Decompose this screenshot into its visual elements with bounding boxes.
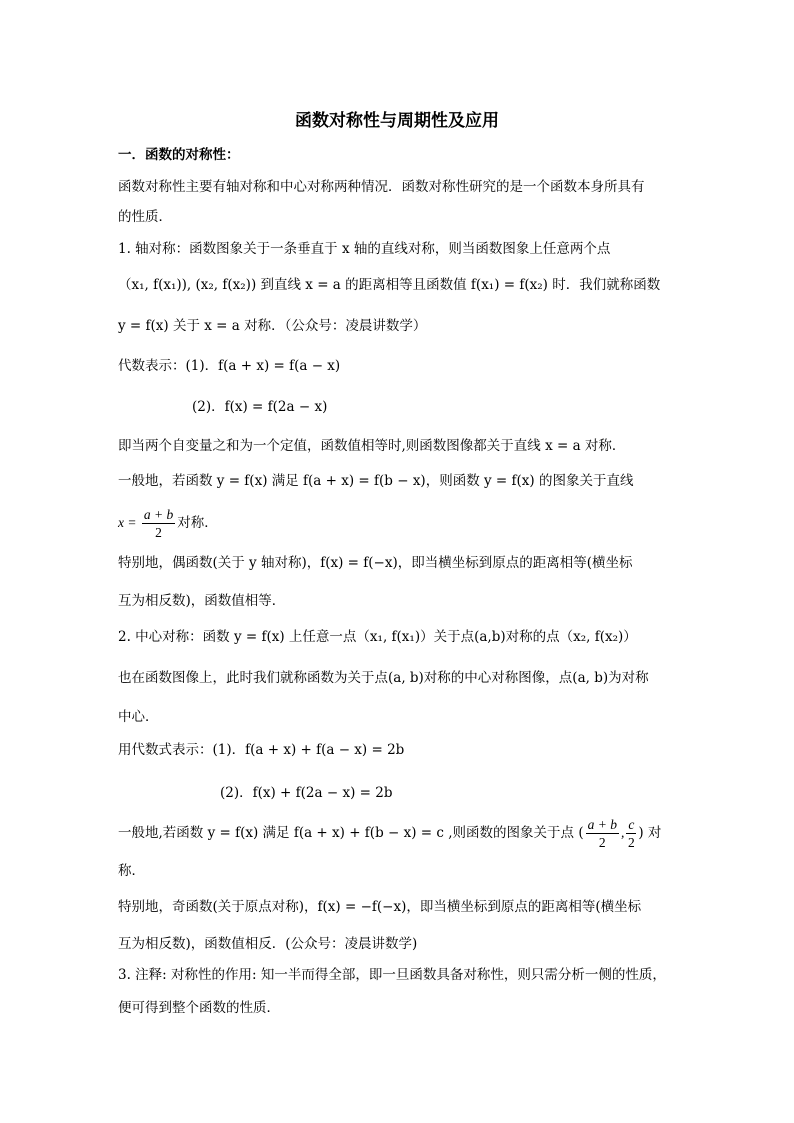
paragraph-line: 称． [118,863,145,879]
paragraph-line [118,816,661,851]
paragraph-line: 便可得到整个函数的性质． [118,1000,280,1016]
section-heading: 一．函数的对称性： [118,147,240,163]
formula-line: 代数表示：(1)．f(a + x) = f(a − x) [118,358,341,374]
axis-eq-suffix: 对称． [177,515,218,531]
paragraph-line: 即当两个自变量之和为一个定值，函数值相等时,则函数图像都关于直线 x = a 对称． [118,438,626,454]
fraction [586,816,619,851]
axis-eq-prefix: x = [118,515,140,530]
paragraph-line: 中心． [118,709,159,725]
fraction [626,816,636,851]
paragraph-line: 特别地，奇函数(关于原点对称)，f(x) = −f(−x)，即当横坐标到原点的距离相等(横坐标 [118,899,642,915]
paragraph-line: 函数对称性主要有轴对称和中心对称两种情况．函数对称性研究的是一个函数本身所具有 [118,179,645,195]
fraction-numerator: a + b [587,817,617,832]
formula-line: 用代数式表示：(1)．f(a + x) + f(a − x) = 2b [118,742,405,758]
fraction-denominator: 2 [627,835,635,850]
formula-line: (2)．f(x) = f(2a − x) [192,399,328,415]
fraction-separator: , [620,825,625,840]
fraction-numerator: a + b [143,507,174,522]
paragraph-line: 也在函数图像上，此时我们就称函数为关于点(a, b)对称的中心对称图像，点(a, b)为对称 [118,670,649,686]
paragraph-line: 的性质． [118,209,172,225]
paragraph-line: y = f(x) 关于 x = a 对称．（公众号：凌晨讲数学） [118,318,427,334]
center-eq-suffix: ) 对 [638,825,662,841]
paragraph-line: （x₁, f(x₁)), (x₂, f(x₂)) 到直线 x = a 的距离相等且函数值 f(x₁) = f(x₂) 时．我们就称函数 [118,277,661,293]
page-title: 函数对称性与周期性及应用 [295,111,499,131]
paragraph-line: 2. 中心对称：函数 y = f(x) 上任意一点（x₁, f(x₁)）关于点(a,b)对称的点（x₂, f(x₂)） [118,629,637,645]
fraction-denominator: 2 [598,835,606,850]
fraction-denominator: 2 [155,525,162,540]
paragraph-line: 1. 轴对称：函数图象关于一条垂直于 x 轴的直线对称，则当函数图象上任意两个点 [118,241,611,257]
fraction-numerator: c [628,817,635,832]
paragraph-line: 一般地，若函数 y = f(x) 满足 f(a + x) = f(b − x)，则函数 y = f(x) 的图象关于直线 [118,473,634,489]
paragraph-line: 特别地，偶函数(关于 y 轴对称)，f(x) = f(−x)，即当横坐标到原点的距离相等(横坐标 [118,555,633,571]
fraction [142,506,175,541]
paragraph-line: 互为相反数)，函数值相等． [118,593,286,609]
paragraph-line: 互为相反数)，函数值相反．(公众号：凌晨讲数学) [118,936,418,952]
paragraph-line [118,506,218,541]
paragraph-line: 3. 注释: 对称性的作用: 知一半而得全部，即一旦函数具备对称性，则只需分析一侧的性质， [118,967,666,983]
formula-line: (2)．f(x) + f(2a − x) = 2b [220,785,393,801]
center-eq-prefix: 一般地,若函数 y = f(x) 满足 f(a + x) + f(b − x) = c ,则函数的图象关于点 ( [118,825,584,841]
